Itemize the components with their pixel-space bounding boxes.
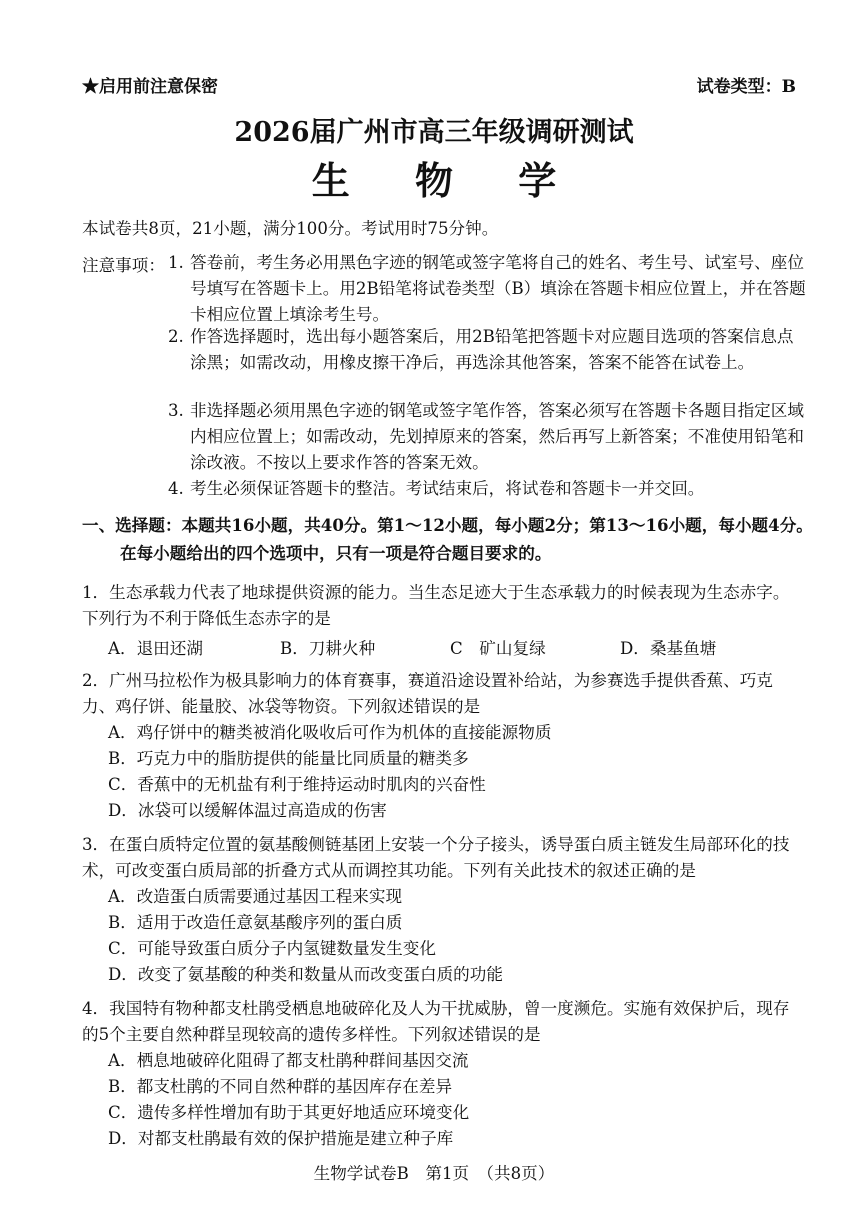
option: D．对都支杜鹃最有效的保护措施是建立种子库 xyxy=(108,1129,454,1148)
note-item xyxy=(168,476,808,502)
note-text: 考生必须保证答题卡的整洁。考试结束后，将试卷和答题卡一并交回。 xyxy=(190,479,705,498)
subject-title: 生 物 学 xyxy=(311,158,583,203)
page-footer: 生物学试卷B 第1页 （共8页） xyxy=(313,1164,555,1183)
question-4 xyxy=(82,996,802,1048)
exam-intro: 本试卷共8页，21小题，满分100分。考试用时75分钟。 xyxy=(82,219,499,238)
exam-title: 2026届广州市高三年级调研测试 xyxy=(234,117,634,148)
option: B．适用于改造任意氨基酸序列的蛋白质 xyxy=(108,913,403,932)
question-text: 4．我国特有物种都支杜鹃受栖息地破碎化及人为干扰威胁，曾一度濒危。实施有效保护后，现存的5个主要自然种群呈现较高的遗传多样性。下列叙述错误的是 xyxy=(82,999,790,1044)
note-number: 3. xyxy=(168,401,184,420)
question-text: 1．生态承载力代表了地球提供资源的能力。当生态足迹大于生态承载力的时候表现为生态赤字。下列行为不利于降低生态赤字的是 xyxy=(82,583,790,628)
option: C．可能导致蛋白质分子内氢键数量发生变化 xyxy=(108,939,436,958)
option: D．改变了氨基酸的种类和数量从而改变蛋白质的功能 xyxy=(108,965,503,984)
note-number: 4. xyxy=(168,479,184,498)
option: C．遗传多样性增加有助于其更好地适应环境变化 xyxy=(108,1103,470,1122)
question-3 xyxy=(82,832,802,884)
question-2 xyxy=(82,668,802,720)
option: C．香蕉中的无机盐有利于维持运动时肌肉的兴奋性 xyxy=(108,775,486,794)
note-number: 2. xyxy=(168,327,184,346)
option: B．巧克力中的脂肪提供的能量比同质量的糖类多 xyxy=(108,749,469,768)
confidential-label: ★启用前注意保密 xyxy=(82,77,218,97)
option: B．都支杜鹃的不同自然种群的基因库存在差异 xyxy=(108,1077,453,1096)
note-item xyxy=(168,324,808,376)
note-item xyxy=(168,250,808,328)
option: A．栖息地破碎化阻碍了都支杜鹃种群间基因交流 xyxy=(108,1051,469,1070)
section-subheading: 在每小题给出的四个选项中，只有一项是符合题目要求的。 xyxy=(120,543,552,563)
notes-label: 注意事项： xyxy=(82,256,165,275)
question-1 xyxy=(82,580,802,632)
option: A．鸡仔饼中的糖类被消化吸收后可作为机体的直接能源物质 xyxy=(108,723,552,742)
note-number: 1. xyxy=(168,253,184,272)
option: A．改造蛋白质需要通过基因工程来实现 xyxy=(108,887,403,906)
note-text: 作答选择题时，选出每小题答案后，用2B铅笔把答题卡对应题目选项的答案信息点涂黑；如需改动，用橡皮擦干净后，再选涂其他答案，答案不能答在试卷上。 xyxy=(190,327,794,372)
option: D．桑基鱼塘 xyxy=(620,639,717,658)
section-heading: 一、选择题：本题共16小题，共40分。第1～12小题，每小题2分；第13～16小题，每小题4分。 xyxy=(82,515,813,535)
option: D．冰袋可以缓解体温过高造成的伤害 xyxy=(108,801,387,820)
note-item xyxy=(168,398,808,476)
note-text: 非选择题必须用黑色字迹的钢笔或签字笔作答，答案必须写在答题卡各题目指定区域内相应位置上；如需改动，先划掉原来的答案，然后再写上新答案；不准使用铅笔和涂改液。不按以上要求作答的答案无效。 xyxy=(190,401,804,472)
option: A．退田还湖 xyxy=(108,639,203,658)
question-text: 3．在蛋白质特定位置的氨基酸侧链基团上安装一个分子接头，诱导蛋白质主链发生局部环化的技术，可改变蛋白质局部的折叠方式从而调控其功能。下列有关此技术的叙述正确的是 xyxy=(82,835,790,880)
paper-type-label: 试卷类型：B xyxy=(696,77,796,97)
option: C 矿山复绿 xyxy=(450,639,546,658)
option: B．刀耕火种 xyxy=(280,639,376,658)
note-text: 答卷前，考生务必用黑色字迹的钢笔或签字笔将自己的姓名、考生号、试室号、座位号填写在答题卡上。用2B铅笔将试卷类型（B）填涂在答题卡相应位置上，并在答题卡相应位置上填涂考生号。 xyxy=(190,253,806,324)
question-text: 2．广州马拉松作为极具影响力的体育赛事，赛道沿途设置补给站，为参赛选手提供香蕉、巧克力、鸡仔饼、能量胶、冰袋等物资。下列叙述错误的是 xyxy=(82,671,773,716)
